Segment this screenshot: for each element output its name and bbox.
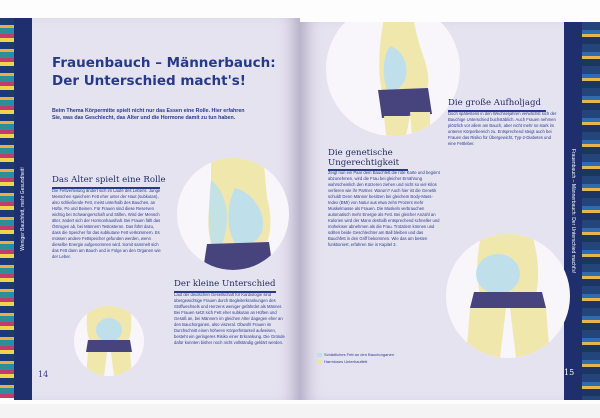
section-text-genetik: Zeigt nun ein Paar dem Bauchfett die rote Karte und beginnt abzunehmen, wird die Frau bei gleicher Ernährung wahrscheinlich den Kürzeren ziehen und nicht so viel Kilos verlieren wie ihr Partner. Warum? Auch hier ist die Genetik schuld! Denn Männer besitzen bei gleichem Body-Mass-Index (BMI) von Natur aus etwa zehn Prozent mehr Muskelmasse als Frauen. Die Muskeln verbrauchen automatisch mehr Energie als Fett. Bei gleicher Anzahl an Kalorien wird der Mann deshalb entsprechend schneller und müheloser abnehmen als die Frau. Trotzdem können und sollten beide Geschlechter am Ball bleiben und das Bauchfett in den Griff bekommen. Wie das am besten funktioniert, erfahren Sie in Kapitel 3. [328,170,440,247]
section-heading-unterschied: Der kleine Unterschied [174,279,276,289]
book-cover-right-edge [582,22,600,400]
legend-label-visceral: Schädliches Fett an den Bauchorganen [324,352,395,357]
section-text-unterschied: Laut der deutschen Gesellschaft für Kardiologie sind übergewichtige Frauen durch Begleiterkrankungen des Stoffwechsels und Herzens weniger gefährdet als Männer. Bei Frauen setzt sich Fett eher subkutan an Hüften und Gesäß an, bei Männern im gleichen Alter dagegen eher an den Bauchorganen, also viszeral. Obwohl Frauen im Durchschnitt einen höheren Körperfettanteil aufweisen, besteht ein geringeres Risiko einer Erkrankung. Die Gründe dafür konnten bisher noch nicht vollständig geklärt werden. [174,292,285,345]
section-heading-genetik [328,148,399,168]
illustration-male-front [74,306,144,376]
page-number-right: 15 [564,368,575,377]
male-torso-figure [177,158,289,270]
article-intro: Beim Thema Körpermitte spielt nicht nur das Essen eine Rolle. Hier erfahren Sie, was das Geschlecht, das Alter und die Hormone damit zu tun haben. [52,108,245,122]
section-heading-alter: Das Alter spielt eine Rolle [52,175,166,185]
article-title [52,54,300,90]
right-page [300,22,582,400]
left-running-title: Weniger Bauchfett, mehr Gesundheit! [20,167,26,251]
illustration-male-torso [177,158,289,270]
right-running-title: Frauenbauch – Männerbauch: Der Unterschied macht's! [570,148,576,274]
page-number-left: 14 [38,370,49,379]
legend-swatch-visceral [317,353,322,357]
section-text-alter: Die Fettverteilung ändert sich im Laufe des Lebens. Junge Menschen speichern Fett eher unter der Haut (subkutan), also schließende Fett, meist unterhalb des Bauches, an Hüfte, Po und Beinen. Für Frauen sind diese Reserven wichtig bei Schwangerschaft und Stillen. Wird der Mensch älter, ändert sich der Hormonhaushalt. Bei Frauen fällt das Östrogen ab, bei Männern Testosteron. Das führt dazu, dass die Speicher für das subkutane Fett verkümmern. Es müssen andere Fettspeicher gefunden werden, wenn dieselbe Energie aufgenommen wird. Somit sammelt sich das Fett dann am Bauch und in Folge an den Organen wie der Leber. [52,188,161,259]
section-text-aufholjagd: Doch spätestens in den Wechseljahren verwächst sich der Bauchige Unterschied buchstäblich. Auch Frauen nehmen plötzlich vor allem am Bauch, aber nicht mehr so stark im unteren Körperbereich zu. Entsprechend steigt auch bei Frauen das Risiko für Übergewicht, Typ-2-Diabetes und eine Fettleber. [448,111,557,146]
left-page [14,18,300,400]
legend-label-subcutaneous: Harmloses Unterhautfett [324,359,368,364]
left-side-rail [14,18,32,400]
book-cover-bottom [0,404,600,418]
illustration-female-side [326,22,460,136]
section-heading-aufholjagd: Die große Aufholjagd [448,98,541,108]
legend-swatch-subcutaneous [317,360,322,364]
genetik-heading-line-1: Die genetische [328,148,393,158]
genetik-heading-line-2: Ungerechtigkeit [328,158,400,168]
title-line-2: Der Unterschied macht's! [52,73,246,89]
female-side-figure [326,22,460,136]
title-line-1: Frauenbauch – Männerbauch: [52,55,276,71]
male-front-figure [74,306,144,376]
illustration-female-front [446,234,570,358]
female-front-figure [446,234,570,358]
